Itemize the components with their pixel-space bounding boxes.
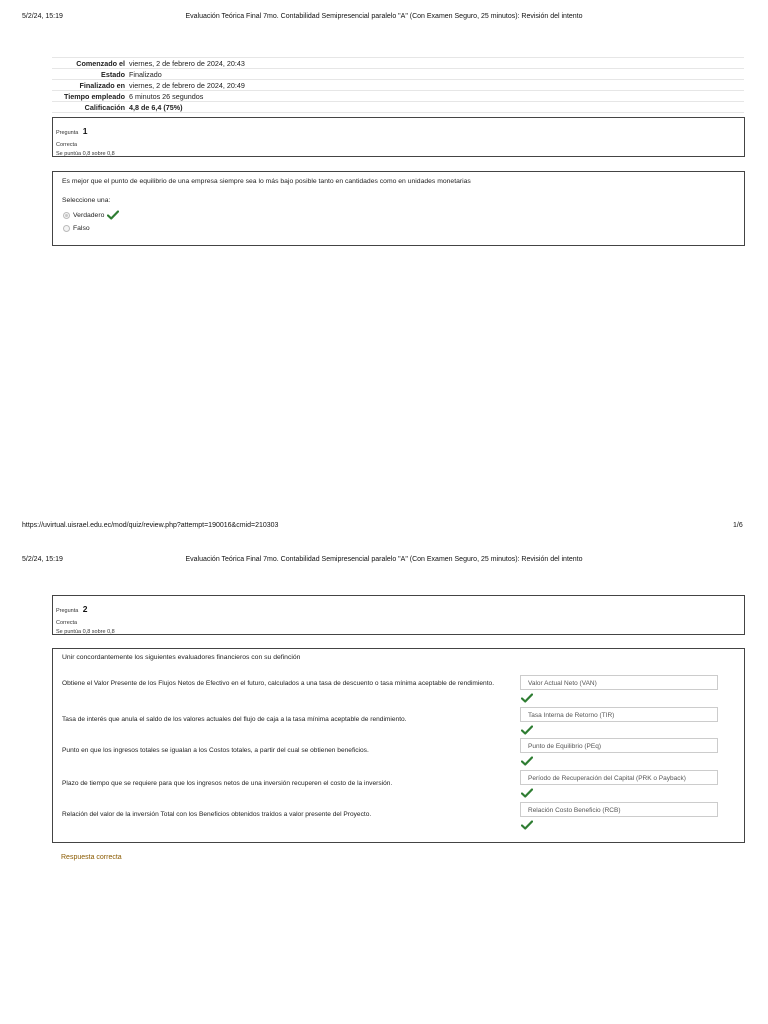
radio-false[interactable] [63, 225, 70, 232]
option-true[interactable] [63, 210, 119, 220]
check-icon [521, 756, 533, 766]
match-definition: Punto en que los ingresos totales se igualan a los Costos totales, a partir del cual se obtienen beneficios. [62, 747, 369, 754]
attempt-summary-table [52, 57, 744, 113]
answer-feedback: Respuesta correcta [61, 854, 122, 861]
question-label: Pregunta [56, 608, 79, 614]
summary-row [52, 80, 744, 91]
print-url: https://uvirtual.uisrael.edu.ec/mod/quiz/review.php?attempt=190016&cmid=210303 [22, 522, 279, 529]
print-datetime: 5/2/24, 15:19 [22, 556, 63, 563]
question-state: Correcta [56, 620, 78, 626]
summary-row [52, 69, 744, 80]
summary-value: viernes, 2 de febrero de 2024, 20:43 [129, 58, 744, 69]
question-points: Se puntúa 0,8 sobre 0,8 [56, 629, 115, 635]
print-page-number: 1/6 [733, 522, 743, 529]
match-select[interactable]: Período de Recuperación del Capital (PRK o Payback) [520, 770, 718, 785]
summary-label: Estado [52, 69, 129, 80]
summary-row [52, 102, 744, 113]
option-label: Falso [73, 225, 90, 232]
match-select[interactable]: Valor Actual Neto (VAN) [520, 675, 718, 690]
match-definition: Tasa de interés que anula el saldo de los valores actuales del flujo de caja a la tasa mínima aceptable de rendimiento. [62, 716, 407, 723]
select-prompt: Seleccione una: [62, 197, 111, 204]
question-2-info [52, 595, 745, 635]
match-definition: Plazo de tiempo que se requiere para que los ingresos netos de una inversión recuperen el costo de la inversión. [62, 780, 393, 787]
summary-label: Calificación [52, 102, 129, 113]
match-select[interactable]: Relación Costo Beneficio (RCB) [520, 802, 718, 817]
summary-label: Finalizado en [52, 80, 129, 91]
summary-label: Comenzado el [52, 58, 129, 69]
summary-row [52, 91, 744, 102]
summary-value: Finalizado [129, 69, 744, 80]
print-datetime: 5/2/24, 15:19 [22, 13, 63, 20]
print-title: Evaluación Teórica Final 7mo. Contabilidad Semipresencial paralelo "A" (Con Examen Seguro, 25 minutos): Revisión del intento [185, 13, 583, 20]
question-1-info [52, 117, 745, 157]
question-1-content [52, 171, 745, 246]
question-number: 1 [82, 126, 88, 136]
check-icon [521, 725, 533, 735]
check-icon [521, 693, 533, 703]
radio-true[interactable] [63, 212, 70, 219]
match-select[interactable]: Punto de Equilibrio (PEq) [520, 738, 718, 753]
question-text: Es mejor que el punto de equilibrio de una empresa siempre sea lo más bajo posible tanto en cantidades como en unidades monetarias [62, 178, 471, 185]
option-false[interactable] [63, 225, 90, 232]
match-select[interactable]: Tasa Interna de Retorno (TIR) [520, 707, 718, 722]
question-state: Correcta [56, 142, 78, 148]
summary-label: Tiempo empleado [52, 91, 129, 102]
print-title: Evaluación Teórica Final 7mo. Contabilidad Semipresencial paralelo "A" (Con Examen Seguro, 25 minutos): Revisión del intento [185, 556, 583, 563]
check-icon [521, 788, 533, 798]
match-definition: Obtiene el Valor Presente de los Flujos Netos de Efectivo en el futuro, calculados a una tasa de descuento o tasa mínima aceptable de rendimiento. [62, 680, 495, 687]
check-icon [521, 820, 533, 830]
question-label: Pregunta [56, 130, 79, 136]
question-points: Se puntúa 0,8 sobre 0,8 [56, 151, 115, 157]
summary-value: 4,8 de 6,4 (75%) [129, 102, 744, 113]
option-label: Verdadero [73, 211, 105, 219]
question-text: Unir concordantemente los siguientes evaluadores financieros con su definción [62, 654, 301, 661]
question-number: 2 [82, 604, 88, 614]
summary-value: 6 minutos 26 segundos [129, 91, 744, 102]
check-icon [107, 210, 119, 220]
summary-row [52, 58, 744, 69]
summary-value: viernes, 2 de febrero de 2024, 20:49 [129, 80, 744, 91]
match-definition: Relación del valor de la inversión Total con los Beneficios obtenidos traídos a valor presente del Proyecto. [62, 811, 372, 818]
